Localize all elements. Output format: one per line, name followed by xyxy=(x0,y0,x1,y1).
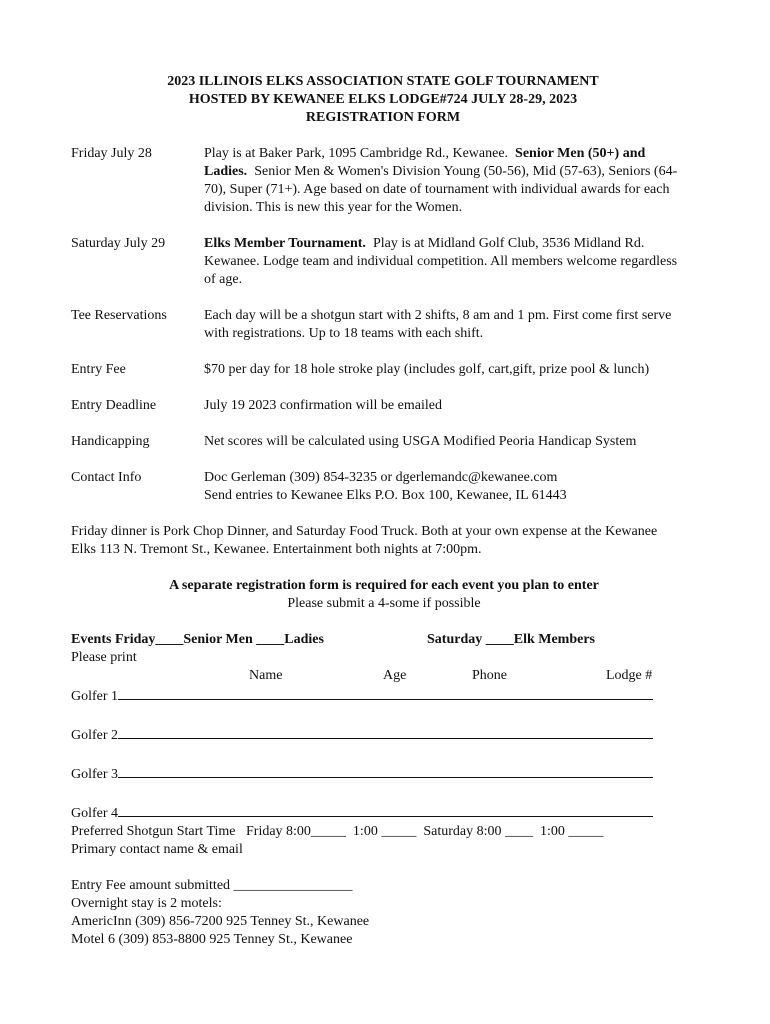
friday-events: Events Friday____Senior Men ____Ladies xyxy=(71,632,324,647)
notice-normal: Please submit a 4-some if possible xyxy=(287,596,481,611)
golfer-3-field[interactable] xyxy=(118,763,653,778)
primary-contact: Primary contact name & email xyxy=(71,842,243,857)
row-label: Contact Info xyxy=(71,470,142,485)
golfer-row-2 xyxy=(71,724,691,745)
dinner-paragraph: Friday dinner is Pork Chop Dinner, and Saturday Food Truck. Both at your own expense at the Kewanee Elks 113 N. Tremont St., Kewanee. Entertainment both nights at 7:00pm. xyxy=(71,524,658,557)
row-text xyxy=(204,145,691,217)
row-text xyxy=(204,235,691,289)
row-text: Each day will be a shotgun start with 2 shifts, 8 am and 1 pm. First come first serve with registrations. Up to 18 teams with each shift. xyxy=(204,308,672,341)
row-text-part: Play is at Midland Golf Club, 3536 Midland Rd. Kewanee. Lodge team and individual competition. All members welcome regardless of age. xyxy=(204,236,678,287)
row-text: July 19 2023 confirmation will be emailed xyxy=(204,398,442,413)
info-row-fee xyxy=(71,361,691,379)
col-phone: Phone xyxy=(472,668,507,683)
col-age: Age xyxy=(383,668,407,683)
notice xyxy=(71,577,697,613)
row-text: Net scores will be calculated using USGA Modified Peoria Handicap System xyxy=(204,434,637,449)
shotgun-preference: Preferred Shotgun Start Time Friday 8:00_____ 1:00 _____ Saturday 8:00 ____ 1:00 _____ xyxy=(71,824,604,839)
row-label: Friday July 28 xyxy=(71,146,152,161)
golfer-4-field[interactable] xyxy=(118,802,653,817)
col-lodge: Lodge # xyxy=(606,668,653,683)
registration-form xyxy=(71,73,691,949)
col-name: Name xyxy=(249,668,283,683)
row-label: Entry Fee xyxy=(71,362,126,377)
row-label: Entry Deadline xyxy=(71,398,157,413)
saturday-events: Saturday ____Elk Members xyxy=(427,632,595,647)
header-line-2: HOSTED BY KEWANEE ELKS LODGE#724 JULY 28-29, 2023 xyxy=(188,92,578,107)
info-row-tee xyxy=(71,307,691,343)
info-row-deadline xyxy=(71,397,691,415)
info-row-friday xyxy=(71,145,691,217)
row-label: Tee Reservations xyxy=(71,308,167,323)
golfer-label: Golfer 4 xyxy=(71,806,119,821)
info-row-contact xyxy=(71,469,691,505)
golfer-row-4 xyxy=(71,802,691,823)
please-print: Please print xyxy=(71,650,137,665)
header-line-3: REGISTRATION FORM xyxy=(305,110,461,125)
column-headers xyxy=(71,667,691,685)
contact-line: Doc Gerleman (309) 854-3235 or dgerlemandc@kewanee.com xyxy=(204,470,558,485)
info-row-saturday xyxy=(71,235,691,289)
golfer-row-3 xyxy=(71,763,691,784)
notice-bold: A separate registration form is required for each event you plan to enter xyxy=(169,578,599,593)
address-line: Send entries to Kewanee Elks P.O. Box 100, Kewanee, IL 61443 xyxy=(204,488,567,503)
row-text: $70 per day for 18 hole stroke play (includes golf, cart,gift, prize pool & lunch) xyxy=(204,362,650,377)
header-line-1: 2023 ILLINOIS ELKS ASSOCIATION STATE GOLF TOURNAMENT xyxy=(167,74,599,89)
row-text-bold: Elks Member Tournament. xyxy=(204,236,366,251)
golfer-label: Golfer 3 xyxy=(71,767,119,782)
golfer-label: Golfer 1 xyxy=(71,689,119,704)
events-line xyxy=(71,631,691,649)
golfer-row-1 xyxy=(71,685,691,706)
row-text-part: Play is at Baker Park, 1095 Cambridge Rd., Kewanee. xyxy=(204,146,509,161)
row-text-part: Senior Men & Women's Division Young (50-56), Mid (57-63), Seniors (64-70), Super (71+). Age based on date of tournament with individual awards for each division. This is new this year for the Women. xyxy=(204,164,678,215)
motel-intro: Overnight stay is 2 motels: xyxy=(71,896,222,911)
golfer-1-field[interactable] xyxy=(118,685,653,700)
row-text xyxy=(204,469,691,505)
form-header xyxy=(63,73,703,127)
entry-fee-amount: Entry Fee amount submitted _________________ xyxy=(71,878,353,893)
row-label: Handicapping xyxy=(71,434,150,449)
row-label: Saturday July 29 xyxy=(71,236,166,251)
golfer-label: Golfer 2 xyxy=(71,728,119,743)
golfer-2-field[interactable] xyxy=(118,724,653,739)
motel-americinn: AmericInn (309) 856-7200 925 Tenney St., Kewanee xyxy=(71,914,370,929)
info-row-handicap xyxy=(71,433,691,451)
row-text-bold: Senior Men (50+) and Ladies. xyxy=(204,146,646,179)
motel-6: Motel 6 (309) 853-8800 925 Tenney St., Kewanee xyxy=(71,932,353,947)
